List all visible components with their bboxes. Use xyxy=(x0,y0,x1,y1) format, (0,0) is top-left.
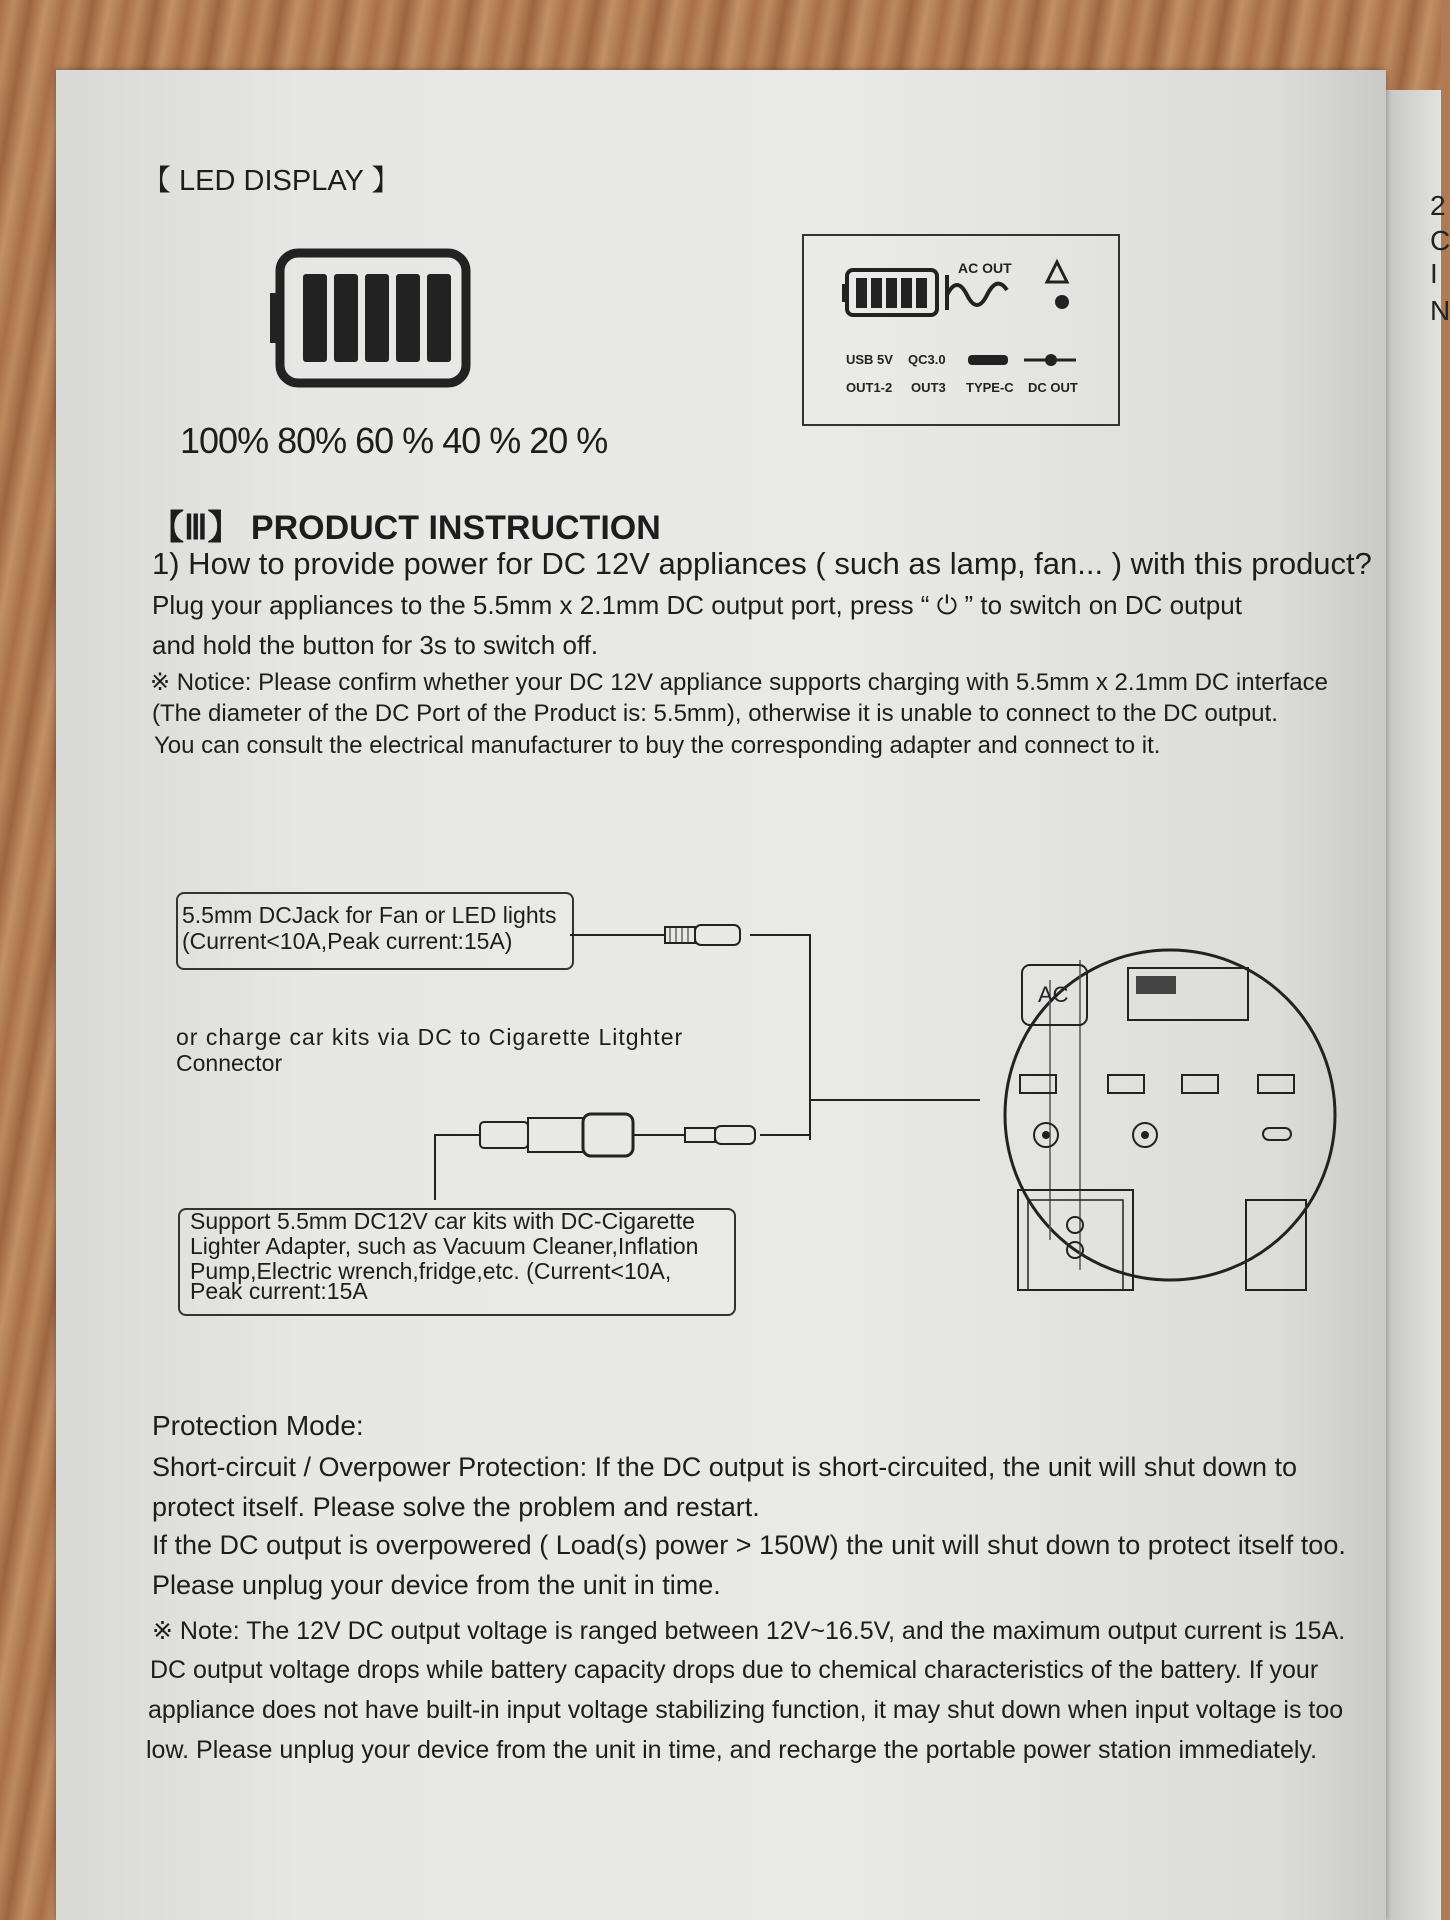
ac-button-text: AC xyxy=(1038,982,1069,1007)
ac-out-label-svg xyxy=(958,258,1018,278)
ac-button-label-svg xyxy=(1030,980,1090,1010)
led-display-heading: 【 LED DISPLAY 】 xyxy=(142,165,401,197)
typec-label: TYPE-C xyxy=(966,380,1014,395)
edge-char: I xyxy=(1430,258,1438,289)
out3-label: OUT3 xyxy=(911,380,946,395)
note-line-2: DC output voltage drops while battery capacity drops due to chemical characteristics of the battery. If your xyxy=(150,1656,1319,1684)
edge-char: C xyxy=(1430,225,1450,256)
protection-line-3: If the DC output is overpowered ( Load(s) power > 150W) the unit will shut down to protect itself too. xyxy=(152,1530,1346,1560)
support-line-3: Pump,Electric wrench,fridge,etc. (Current<10A, xyxy=(190,1258,672,1284)
edge-char: N xyxy=(1430,295,1450,326)
instruction-line-1: Plug your appliances to the 5.5mm x 2.1mm DC output port, press “ ⏻ ” to switch on DC output xyxy=(152,590,1242,620)
support-line-2: Lighter Adapter, such as Vacuum Cleaner,Inflation xyxy=(190,1233,699,1259)
notice-line-3: You can consult the electrical manufacturer to buy the corresponding adapter and connect to it. xyxy=(154,732,1161,759)
dc-jack-label-line-1: 5.5mm DCJack for Fan or LED lights xyxy=(182,902,557,928)
protection-line-1: Short-circuit / Overpower Protection: If the DC output is short-circuited, the unit will shut down to xyxy=(152,1452,1297,1482)
car-kit-line-1: or charge car kits via DC to Cigarette Litghter xyxy=(176,1024,684,1050)
usb-label: USB 5V xyxy=(846,352,893,367)
protection-line-2: protect itself. Please solve the problem and restart. xyxy=(152,1492,760,1522)
notice-line-2: (The diameter of the DC Port of the Product is: 5.5mm), otherwise it is unable to connect to the DC output. xyxy=(152,700,1278,727)
note-line-1: ※ Note: The 12V DC output voltage is ranged between 12V~16.5V, and the maximum output current is 15A. xyxy=(152,1617,1346,1645)
dc-jack-label-line-2: (Current<10A,Peak current:15A) xyxy=(182,928,513,954)
protection-line-4: Please unplug your device from the unit in time. xyxy=(152,1570,721,1600)
edge-char: 2 xyxy=(1430,190,1446,221)
support-line-4: Peak current:15A xyxy=(190,1278,368,1304)
dc-connection-diagram xyxy=(420,910,1340,1320)
support-line-1: Support 5.5mm DC12V car kits with DC-Cigarette xyxy=(190,1208,695,1234)
ac-out-text: AC OUT xyxy=(958,260,1012,276)
led-panel-port-labels xyxy=(846,350,1096,400)
protection-title: Protection Mode: xyxy=(152,1410,364,1441)
out12-label: OUT1-2 xyxy=(846,380,893,395)
note-line-4: low. Please unplug your device from the unit in time, and recharge the portable power station immediately. xyxy=(146,1736,1318,1764)
battery-icon xyxy=(270,248,480,388)
product-instruction-heading: 【Ⅲ】 PRODUCT INSTRUCTION xyxy=(150,509,661,547)
question-1: 1) How to provide power for DC 12V appliances ( such as lamp, fan... ) with this product? xyxy=(152,546,1372,581)
instruction-line-2: and hold the button for 3s to switch off. xyxy=(152,630,599,660)
qc-label: QC3.0 xyxy=(908,352,946,367)
battery-percentages: 100% 80% 60 % 40 % 20 % xyxy=(180,420,608,461)
dcout-label: DC OUT xyxy=(1028,380,1078,395)
note-line-3: appliance does not have built-in input voltage stabilizing function, it may shut down when input voltage is too xyxy=(148,1696,1344,1724)
car-kit-line-2: Connector xyxy=(176,1050,283,1076)
notice-line-1: ※ Notice: Please confirm whether your DC 12V appliance supports charging with 5.5mm x 2.1mm DC interface xyxy=(150,669,1328,696)
